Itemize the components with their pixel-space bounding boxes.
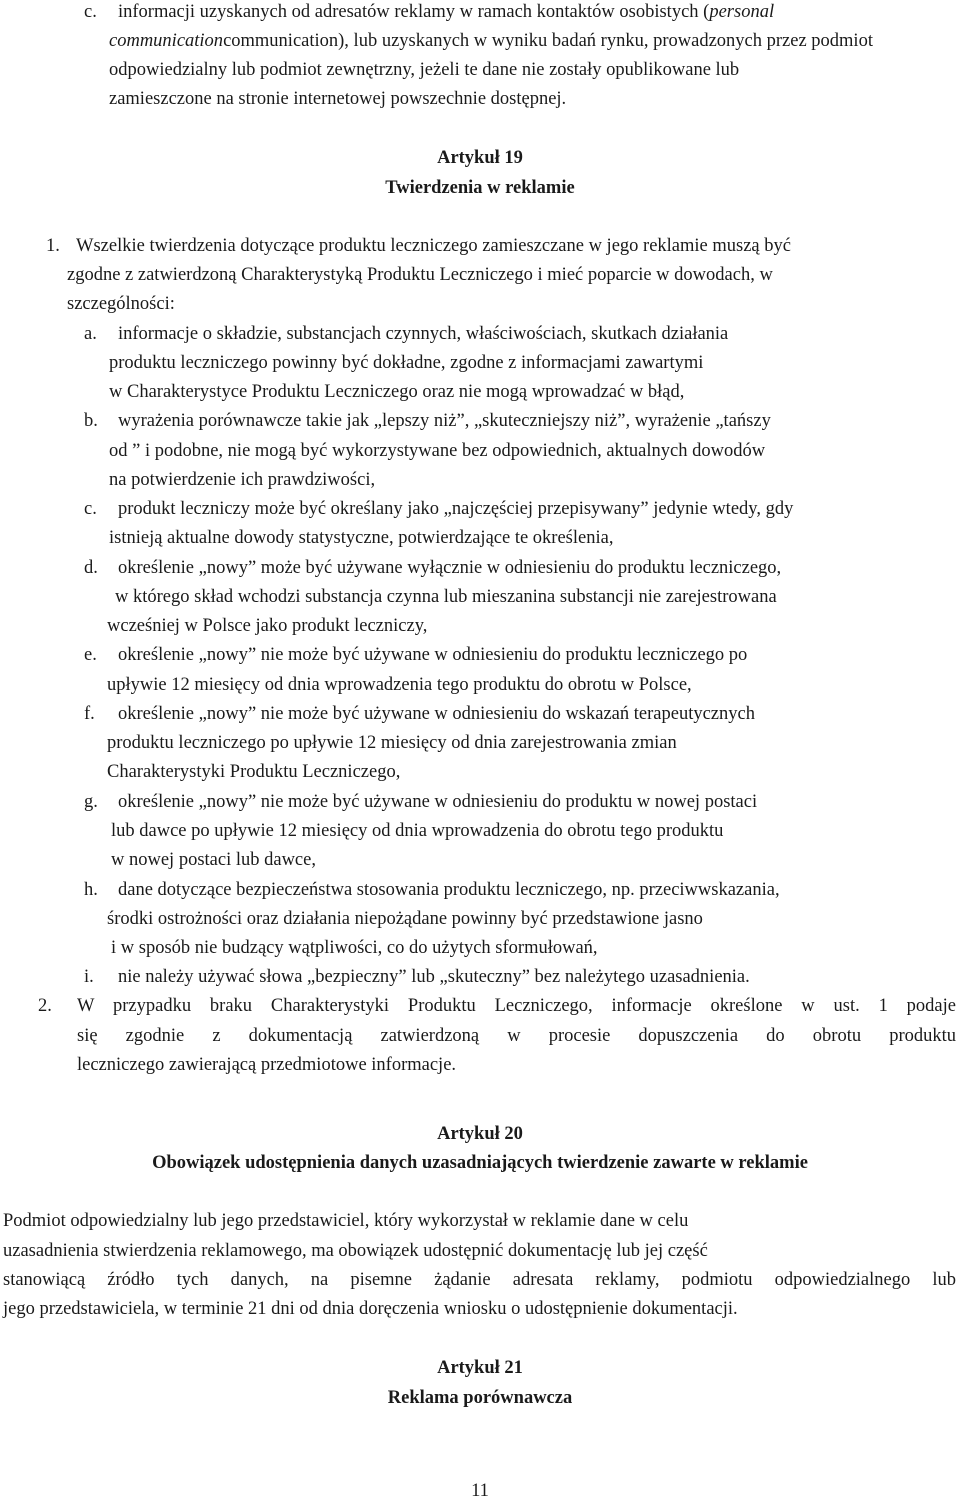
- text-line: informacje o składzie, substancjach czynnych, właściwościach, skutkach działania: [118, 324, 729, 344]
- list-label: c.: [84, 499, 97, 519]
- article-19-title: Twierdzenia w reklamie: [385, 178, 575, 198]
- text-line: na potwierdzenie ich prawdziwości,: [109, 470, 376, 490]
- article-20-title: Obowiązek udostępnienia danych uzasadniających twierdzenie zawarte w reklamie: [152, 1153, 808, 1173]
- text-line: określenie „nowy” nie może być używane w odniesieniu do wskazań terapeutycznych: [118, 704, 755, 724]
- text-line: produkt leczniczy może być określany jako „najczęściej przepisywany” jedynie wtedy, gdy: [118, 499, 794, 519]
- article-19-number: Artykuł 19: [437, 148, 523, 168]
- list-label: g.: [84, 792, 98, 812]
- list-label: f.: [84, 704, 95, 724]
- text-line: Wszelkie twierdzenia dotyczące produktu leczniczego zamieszczane w jego reklamie muszą być: [76, 236, 791, 256]
- text-line: w którego skład wchodzi substancja czynna lub mieszanina substancji nie zarejestrowana: [115, 587, 777, 607]
- page-number: 11: [471, 1481, 489, 1501]
- text-line: szczególności:: [67, 294, 175, 314]
- text-line: zamieszczone na stronie internetowej powszechnie dostępnej.: [109, 89, 567, 109]
- text-line: leczniczego zawierającą przedmiotowe informacje.: [77, 1055, 457, 1075]
- text-line: się zgodnie z dokumentacją zatwierdzoną w procesie dopuszczenia do obrotu produktu: [77, 1026, 956, 1046]
- text-line: Podmiot odpowiedzialny lub jego przedstawiciel, który wykorzystał w reklamie dane w celu: [3, 1211, 689, 1231]
- text-line: stanowiącą źródło tych danych, na pisemne żądanie adresata reklamy, podmiotu odpowiedzialnego lub: [3, 1270, 956, 1290]
- list-label: i.: [84, 967, 94, 987]
- text-line: communicationcommunication), lub uzyskanych w wyniku badań rynku, prowadzonych przez podmiot: [109, 31, 873, 51]
- text-line: nie należy używać słowa „bezpieczny” lub „skuteczny” bez należytego uzasadnienia.: [118, 967, 750, 987]
- text-line: odpowiedzialny lub podmiot zewnętrzny, jeżeli te dane nie zostały opublikowane lub: [109, 60, 740, 80]
- text-line: lub dawce po upływie 12 miesięcy od dnia wprowadzenia do obrotu tego produktu: [111, 821, 724, 841]
- list-label: c.: [84, 2, 97, 22]
- list-label: d.: [84, 558, 98, 578]
- article-21-title: Reklama porównawcza: [387, 1388, 573, 1408]
- text-line: wcześniej w Polsce jako produkt leczniczy,: [107, 616, 428, 636]
- list-label: a.: [84, 324, 97, 344]
- text-line: upływie 12 miesięcy od dnia wprowadzenia tego produktu do obrotu w Polsce,: [107, 675, 692, 695]
- text-line: określenie „nowy” może być używane wyłącznie w odniesieniu do produktu leczniczego,: [118, 558, 782, 578]
- text-line: od ” i podobne, nie mogą być wykorzystywane bez odpowiednich, aktualnych dowodów: [109, 441, 766, 461]
- text-line: określenie „nowy” nie może być używane w odniesieniu do produktu w nowej postaci: [118, 792, 758, 812]
- text-line: W przypadku braku Charakterystyki Produktu Leczniczego, informacje określone w ust. 1 podaje: [77, 996, 956, 1016]
- text-line: informacji uzyskanych od adresatów reklamy w ramach kontaktów osobistych (personal: [118, 2, 775, 22]
- text-line: dane dotyczące bezpieczeństwa stosowania produktu leczniczego, np. przeciwwskazania,: [118, 880, 780, 900]
- text-line: określenie „nowy” nie może być używane w odniesieniu do produktu leczniczego po: [118, 645, 748, 665]
- text-line: w nowej postaci lub dawce,: [111, 850, 316, 870]
- list-label: e.: [84, 645, 97, 665]
- text-line: istnieją aktualne dowody statystyczne, potwierdzające te określenia,: [109, 528, 614, 548]
- text-line: produktu leczniczego po upływie 12 miesięcy od dnia zarejestrowania zmian: [107, 733, 677, 753]
- paragraph-label: 1.: [46, 236, 60, 256]
- text-line: i w sposób nie budzący wątpliwości, co do użytych sformułowań,: [111, 938, 598, 958]
- text-line: środki ostrożności oraz działania niepożądane powinny być przedstawione jasno: [107, 909, 703, 929]
- text-line: zgodne z zatwierdzoną Charakterystyką Produktu Leczniczego i mieć poparcie w dowodach, w: [67, 265, 773, 285]
- list-label: h.: [84, 880, 98, 900]
- article-20-number: Artykuł 20: [437, 1124, 523, 1144]
- text-line: jego przedstawiciela, w terminie 21 dni od dnia doręczenia wniosku o udostępnienie dokumentacji.: [3, 1299, 738, 1319]
- text-line: Charakterystyki Produktu Leczniczego,: [107, 762, 401, 782]
- text-line: uzasadnienia stwierdzenia reklamowego, ma obowiązek udostępnić dokumentację lub jej część: [3, 1241, 708, 1261]
- text-line: wyrażenia porównawcze takie jak „lepszy niż”, „skuteczniejszy niż”, wyrażenie „tańszy: [118, 411, 771, 431]
- article-21-number: Artykuł 21: [437, 1358, 523, 1378]
- paragraph-label: 2.: [38, 996, 52, 1016]
- text-line: w Charakterystyce Produktu Leczniczego oraz nie mogą wprowadzać w błąd,: [109, 382, 685, 402]
- text-line: produktu leczniczego powinny być dokładne, zgodne z informacjami zawartymi: [109, 353, 704, 373]
- list-label: b.: [84, 411, 98, 431]
